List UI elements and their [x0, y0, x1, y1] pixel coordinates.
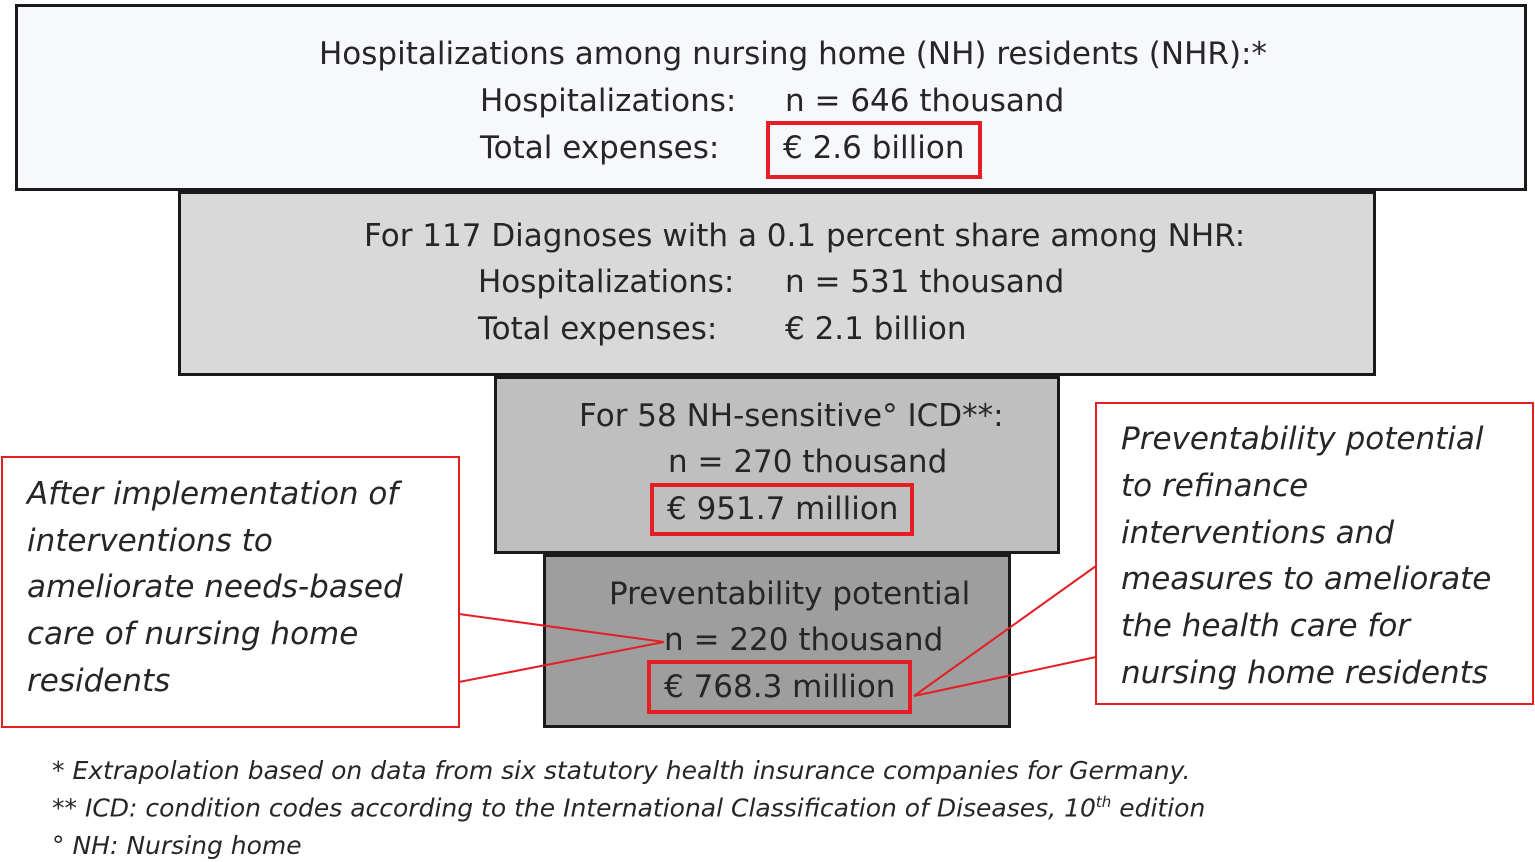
right-callout-line: Preventability potential [1121, 421, 1484, 457]
left-callout-leader [459, 614, 664, 682]
left-callout-line: interventions to [27, 523, 273, 559]
right-callout-line: to refinance [1121, 468, 1309, 504]
tier3-hospitalizations-value: n = 270 thousand [668, 444, 948, 480]
tier1-title: Hospitalizations among nursing home (NH) residents (NHR):* [319, 36, 1267, 72]
footnote-icd-text: ** ICD: condition codes according to the International Classification of Diseases, 10 [52, 793, 1096, 823]
tier1-hospitalizations-value: n = 646 thousand [785, 83, 1065, 119]
tier1-expenses-value: € 2.6 billion [783, 130, 965, 166]
tier2-expenses-value: € 2.1 billion [785, 311, 967, 347]
tier2-expenses-label: Total expenses: [478, 311, 718, 347]
tier2-title: For 117 Diagnoses with a 0.1 percent share among NHR: [364, 218, 1246, 254]
footnote-icd [52, 793, 1206, 823]
tier3-expenses-value: € 951.7 million [667, 491, 899, 527]
right-callout-line: nursing home residents [1121, 655, 1489, 691]
tier4-hospitalizations-value: n = 220 thousand [664, 622, 944, 658]
footnote-nh: ° NH: Nursing home [52, 831, 302, 860]
tier3-title: For 58 NH-sensitive° ICD**: [579, 398, 1004, 434]
tier2-hospitalizations-label: Hospitalizations: [478, 264, 735, 300]
right-callout-line: measures to ameliorate [1121, 561, 1492, 597]
left-callout-line: care of nursing home [27, 616, 359, 652]
footnote-icd-edition: edition [1111, 793, 1206, 823]
left-callout-line: After implementation of [27, 476, 399, 512]
right-callout-line: interventions and [1121, 515, 1395, 551]
left-callout-line: residents [27, 663, 171, 699]
tier4-expenses-value: € 768.3 million [664, 669, 896, 705]
footnote-extrapolation: * Extrapolation based on data from six statutory health insurance companies for Germany. [52, 756, 1191, 785]
tier2-hospitalizations-value: n = 531 thousand [785, 264, 1065, 300]
left-callout-line: ameliorate needs-based [27, 569, 403, 605]
right-callout-line: the health care for [1121, 608, 1411, 644]
tier1-expenses-label: Total expenses: [480, 130, 720, 166]
footnote-icd-superscript: th [1095, 793, 1112, 811]
tier4-title: Preventability potential [609, 576, 971, 612]
right-callout-leader [914, 566, 1096, 696]
tier1-hospitalizations-label: Hospitalizations: [480, 83, 737, 119]
